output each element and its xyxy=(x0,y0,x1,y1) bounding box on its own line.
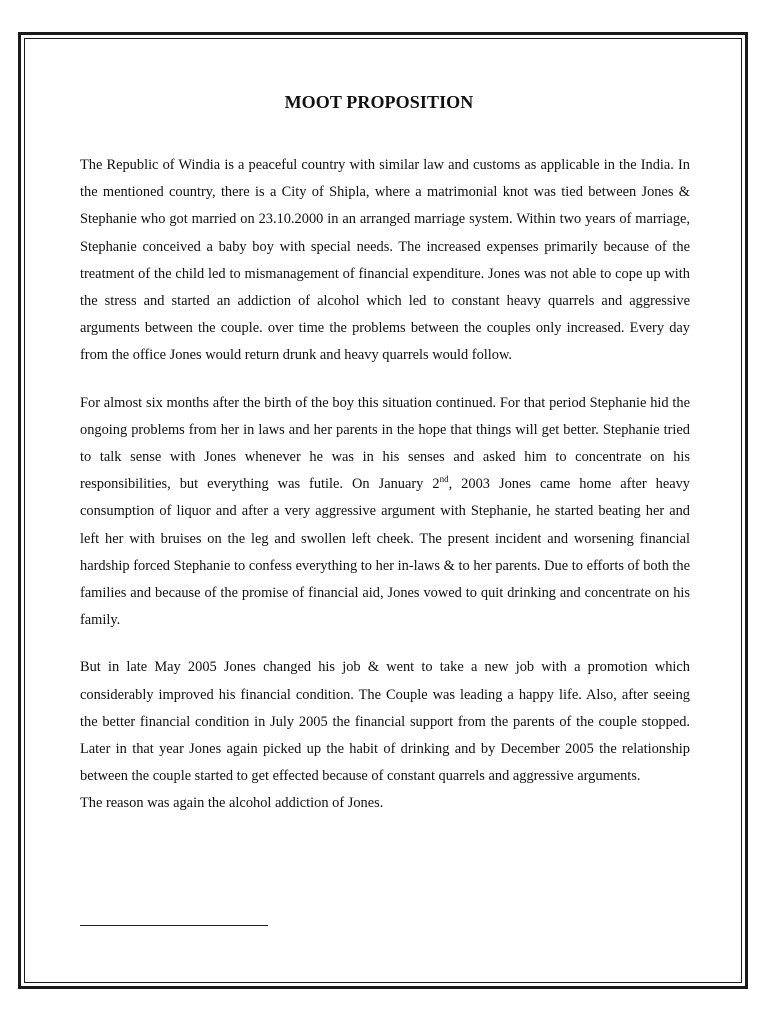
paragraph-2 xyxy=(80,390,690,635)
paragraph-3: But in late May 2005 Jones changed his job & went to take a new job with a promotion which considerably improved his financial condition. The Couple was leading a happy life. Also, after seeing the better financial condition in July 2005 the financial support from the parents of the couple stopped. Later in that year Jones again picked up the habit of drinking and by December 2005 the relationship between the couple started to get effected because of constant quarrels and aggressive arguments. xyxy=(80,659,690,785)
footnote-separator xyxy=(80,925,268,926)
paragraph-2-part-1: For almost six months after the birth of the boy this situation continued. For that period Stephanie hid the ongoing problems from her in laws and her parents in the hope that things will get better. Stephanie tried to talk sense with Jones whenever he was in his senses and asked him to concentrate on his responsibilities, but everything was futile. On January 2 xyxy=(80,394,690,493)
ordinal-suffix: nd xyxy=(439,474,449,485)
paragraph-4: The reason was again the alcohol addiction of Jones. xyxy=(80,795,384,812)
paragraph-2-part-2: , 2003 Jones came home after heavy consumption of liquor and after a very aggressive argument with Stephanie, he started beating her and left her with bruises on the leg and swollen left cheek. The present incident and worsening financial hardship forced Stephanie to confess everything to her in-laws & to her parents. Due to efforts of both the families and because of the promise of financial aid, Jones vowed to quit drinking and concentrate on his family. xyxy=(80,476,690,629)
paragraph-1: The Republic of Windia is a peaceful country with similar law and customs as applicable in the India. In the mentioned country, there is a City of Shipla, where a matrimonial knot was tied between Jones & Stephanie who got married on 23.10.2000 in an arranged marriage system. Within two years of marriage, Stephanie conceived a baby boy with special needs. The increased expenses primarily because of the treatment of the child led to mismanagement of financial expenditure. Jones was not able to cope up with the stress and started an addiction of alcohol which led to constant heavy quarrels and aggressive arguments between the couple. over time the problems between the couples only increased. Every day from the office Jones would return drunk and heavy quarrels would follow. xyxy=(80,157,690,364)
document-title: MOOT PROPOSITION xyxy=(284,92,474,112)
document-body xyxy=(80,152,690,818)
